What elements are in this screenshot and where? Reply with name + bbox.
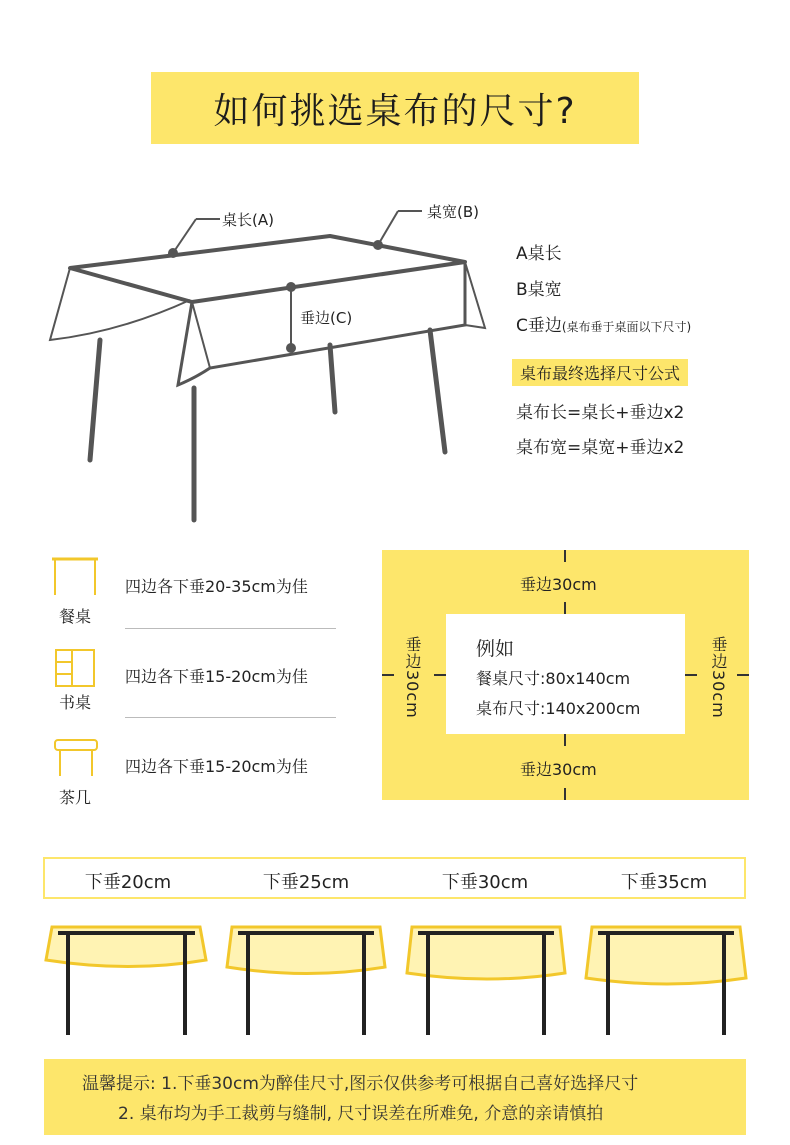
legend-a: A桌长 — [516, 244, 562, 264]
example-top: 垂边30cm — [520, 575, 597, 594]
table-drop-25 — [227, 927, 385, 1035]
formula-length: 桌布长=桌长+垂边x2 — [516, 403, 685, 423]
divider — [125, 717, 336, 718]
label-length: 桌长(A) — [222, 211, 274, 229]
page-title: 如何挑选桌布的尺寸? — [213, 90, 577, 132]
desk-icon — [50, 648, 110, 690]
tip-line-1: 温馨提示: 1.下垂30cm为醉佳尺寸,图示仅供参考可根据自己喜好选择尺寸 — [82, 1074, 639, 1094]
example-right: 垂边30cm — [709, 636, 728, 719]
type-desc-desk: 四边各下垂15-20cm为佳 — [125, 667, 308, 686]
drop-illustrations — [0, 915, 790, 1045]
dining-table-icon — [50, 555, 110, 605]
drop-label-35: 下垂35cm — [620, 872, 708, 893]
legend-c — [516, 311, 691, 336]
type-name-dining: 餐桌 — [58, 607, 91, 626]
label-width: 桌宽(B) — [427, 203, 479, 221]
formula-title: 桌布最终选择尺寸公式 — [512, 359, 688, 386]
type-name-desk: 书桌 — [58, 693, 91, 712]
type-desc-dining: 四边各下垂20-35cm为佳 — [125, 577, 308, 596]
example-bottom: 垂边30cm — [520, 760, 597, 779]
drop-label-20: 下垂20cm — [84, 872, 172, 893]
type-desc-coffee: 四边各下垂15-20cm为佳 — [125, 757, 308, 776]
formula-width: 桌布宽=桌宽+垂边x2 — [516, 438, 685, 458]
table-drop-35 — [586, 927, 746, 1035]
drop-label-25: 下垂25cm — [262, 872, 350, 893]
legend-c-note: (桌布垂于桌面以下尺寸) — [561, 320, 692, 334]
drop-label-30: 下垂30cm — [441, 872, 529, 893]
legend-c-main: C垂边 — [516, 316, 562, 336]
example-heading: 例如 — [476, 638, 515, 660]
tip-line-2: 2. 桌布均为手工裁剪与缝制, 尺寸误差在所难免, 介意的亲请慎拍 — [118, 1104, 604, 1124]
type-name-coffee: 茶几 — [58, 788, 91, 807]
example-left: 垂边30cm — [403, 636, 422, 719]
coffee-table-icon — [50, 738, 110, 780]
legend-b: B桌宽 — [516, 280, 562, 300]
example-cloth-size: 桌布尺寸:140x200cm — [476, 699, 641, 718]
table-drop-20 — [46, 927, 206, 1035]
table-drop-30 — [407, 927, 565, 1035]
label-drop: 垂边(C) — [300, 309, 353, 327]
table-diagram — [0, 0, 790, 540]
divider — [125, 628, 336, 629]
example-table-size: 餐桌尺寸:80x140cm — [476, 669, 631, 688]
